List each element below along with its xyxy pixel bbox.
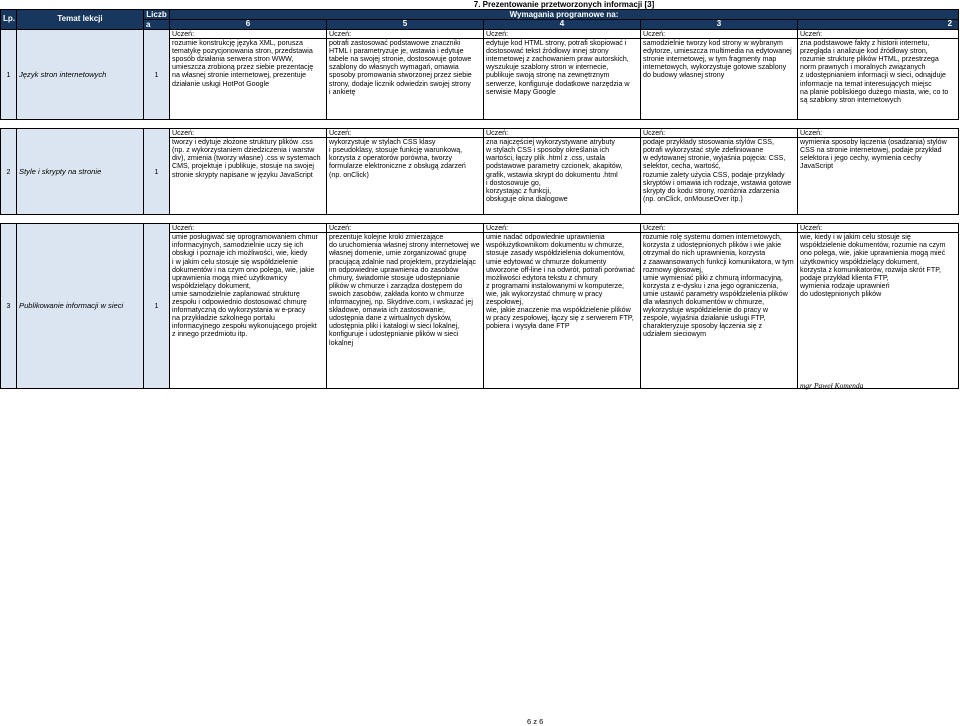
row-1-grade-4: edytuje kod HTML strony, potrafi skopiować i dostosować tekst źródłowy innej strony internetowej z zachowaniem praw autorskich, wyszukuje szablony stron w internecie, publikuje swoją stronę na zewnętrznym serwerze, konfiguruje dodatkowe narzędzia w serwisie Mapy Google	[484, 39, 641, 120]
uczen-label: Uczeń:	[798, 224, 959, 233]
page-number: 6 z 6	[527, 717, 544, 726]
uczen-label: Uczeń:	[641, 224, 798, 233]
header-count-bottom: a	[144, 20, 170, 30]
row-2-count: 1	[144, 129, 170, 215]
grade-3: 3	[641, 20, 798, 30]
row-2-grade-6: tworzy i edytuje złożone struktury plików .css (np. z wykorzystaniem dziedziczenia i warstw div), zmienia (tworzy własne) .css w systemach CMS, projektuje i publikuje, stosuje na swojej stronie skrypty napisane w języku JavaScript	[170, 138, 327, 215]
row-3-grade-2: wie, kiedy i w jakim celu stosuje się współdzielenie dokumentów, rozumie na czym ono polega, wie, jakie uprawnienia mogą mieć użytkownicy współdzielący dokument, korzysta z komunikatorów, rozwija skrót FTP, podaje przykład klienta FTP, wymienia rodzaje uprawnień do udostępnionych plików	[798, 233, 959, 389]
uczen-label: Uczeń:	[170, 30, 327, 39]
chapter-title: 7. Prezentowanie przetworzonych informacji [3]	[473, 0, 655, 9]
row-3-grade-6: umie posługiwać się oprogramowaniem chmur informacyjnych, samodzielnie uczy się ich obsługi i poznaje ich możliwości, wie, kiedy i w jakim celu stosuje się współdzielenie dokumentów i na czym ono polega, wie, jakie uprawnienia mogą mieć użytkownicy współdzielący dokument, umie samodzielnie zaplanować strukturę zespołu i odpowiednio dostosować chmurę informatyczną do wykorzystania w e-pracy na przykładzie szkolnego portalu informacyjnego zespołu wykonującego projekt z innego przedmiotu itp.	[170, 233, 327, 389]
row-separator	[1, 215, 959, 224]
uczen-label: Uczeń:	[170, 129, 327, 138]
uczen-label: Uczeń:	[641, 30, 798, 39]
uczen-label: Uczeń:	[641, 129, 798, 138]
uczen-label: Uczeń:	[484, 224, 641, 233]
uczen-label: Uczeń:	[484, 30, 641, 39]
row-2-lp: 2	[1, 129, 17, 215]
row-1-lp: 1	[1, 30, 17, 120]
header-topic: Temat lekcji	[17, 10, 144, 30]
row-3-topic: Publikowanie informacji w sieci	[17, 224, 144, 389]
row-2-grade-4: zna najczęściej wykorzystywane atrybuty w stylach CSS i sposoby określania ich wartości, łączy plik .html z .css, ustala podstawowe parametry czcionek, akapitów, grafik, wstawia skrypt do dokumentu .html i dostosowuje go, korzystając z funkcji, obsługuje okna dialogowe	[484, 138, 641, 215]
row-1-grade-5: potrafi zastosować podstawowe znaczniki HTML i parametryzuje je, wstawia i edytuje tabele na swojej stronie, dostosowuje gotowe szablony do własnych wymagań, omawia sposoby promowania stworzonej przez siebie strony, dodaje licznik odwiedzin swojej strony i ankietę	[327, 39, 484, 120]
header-lp: Lp.	[1, 10, 17, 30]
row-1-grade-6: rozumie konstrukcję języka XML, porusza tematykę pozycjonowania stron, przedstawia sposób działania serwera stron WWW, umieszcza zrobioną przez siebie prezentację na własnej stronie internetowej, prezentuje działanie usługi HotPot Google	[170, 39, 327, 120]
row-3-grade-4: umie nadać odpowiednie uprawnienia współużytkownikom dokumentu w chmurze, stosuje zasady współdzielenia dokumentów, umie edytować w chmurze dokumenty utworzone off-line i na odwrót, potrafi porównać możliwości edytora tekstu z chmury z programami instalowanymi w komputerze, wie, jak wykorzystać chmurę w pracy zespołowej, wie, jakie znaczenie ma współdzielenie plików w pracy zespołowej, łączy się z serwerem FTP, pobiera i wysyła dane FTP	[484, 233, 641, 389]
uczen-label: Uczeń:	[327, 30, 484, 39]
row-2-grade-5: wykorzystuje w stylach CSS klasy i pseudoklasy, stosuje funkcję warunkową, korzysta z operatorów porówna, tworzy formularze elektroniczne z obsługą zdarzeń (np. onClick)	[327, 138, 484, 215]
row-1-count: 1	[144, 30, 170, 120]
grade-5: 5	[327, 20, 484, 30]
uczen-label: Uczeń:	[484, 129, 641, 138]
uczen-label: Uczeń:	[327, 129, 484, 138]
uczen-label: Uczeń:	[798, 30, 959, 39]
row-1-grade-2: zna podstawowe fakty z historii internetu, przegląda i analizuje kod źródłowy stron, rozumie strukturę plików HTML, przestrzega norm prawnych i moralnych związanych z udostępnianiem informacji w sieci, odnajduje informacje na temat interesujących miejsc na planie pobliskiego dużego miasta, wie, co to są szablony stron internetowych	[798, 39, 959, 120]
header-count-top: Liczb	[144, 10, 170, 20]
row-2-topic: Style i skrypty na stronie	[17, 129, 144, 215]
uczen-label: Uczeń:	[170, 224, 327, 233]
row-3-grade-3: rozumie rolę systemu domen internetowych, korzysta z udostępnionych plików i wie jakie otrzymał do nich uprawnienia, korzysta z zaawansowanych funkcji komunikatora, w tym rozmowy głosowej, umie wymieniać pliki z chmurą informacyjną, korzysta z e-dysku i zna jego ograniczenia, umie ustawić parametry współdzielenia plików dla własnych dokumentów w chmurze, wykorzystuje współdzielenie do pracy w zespole, wyjaśnia działanie usługi FTP, charakteryzuje sposoby łączenia się z udziałem sieciowym	[641, 233, 798, 389]
header-requirements: Wymagania programowe na:	[170, 10, 959, 20]
row-1-topic: Język stron internetowych	[17, 30, 144, 120]
uczen-label: Uczeń:	[798, 129, 959, 138]
row-2-grade-3: podaje przykłady stosowania stylów CSS, potrafi wykorzystać style zdefiniowane w edytowanej stronie, wyjaśnia pojęcia: CSS, selektor, cecha, wartość, rozumie zalety użycia CSS, podaje przykłady skryptów i omawia ich rodzaje, wstawia gotowe skrypty do kodu strony, rozróżnia zdarzenia (np. onClick, onMouseOver itp.)	[641, 138, 798, 215]
grade-2: 2	[798, 20, 959, 30]
row-3-grade-5: prezentuje kolejne kroki zmierzające do uruchomienia własnej strony internetowej we własnej domenie, umie zorganizować grupę pracującą zdalnie nad projektem, przydzielając im odpowiednie uprawnienia do zasobów chmury, świadomie stosuje udostępnianie plików w chmurze i zarządza dostępem do swoich zasobów, zakłada konto w chmurze informacyjnej, np. Skydrive.com, i wskazać jej składowe, omawia ich zastosowanie, udostępnia dane z wirtualnych dysków, udostępnia pliki i katalogi w sieci lokalnej, konfiguruje i udostępnianie plików w sieci lokalnej	[327, 233, 484, 389]
empty-corner	[1, 0, 170, 10]
grade-4: 4	[484, 20, 641, 30]
row-1-grade-3: samodzielnie tworzy kod strony w wybranym edytorze, umieszcza multimedia na edytowanej stronie internetowej, w tym fragmenty map internetowych, wykorzystuje gotowe szablony do budowy własnej strony	[641, 39, 798, 120]
author-signature: mgr Paweł Komenda	[800, 381, 864, 390]
uczen-label: Uczeń:	[327, 224, 484, 233]
row-2-grade-2: wymienia sposoby łączenia (osadzania) stylów CSS na stronie internetowej, podaje przykład selektora i jego cechy, wymienia cechy JavaScript	[798, 138, 959, 215]
row-separator	[1, 120, 959, 129]
grade-6: 6	[170, 20, 327, 30]
row-3-lp: 3	[1, 224, 17, 389]
row-3-count: 1	[144, 224, 170, 389]
